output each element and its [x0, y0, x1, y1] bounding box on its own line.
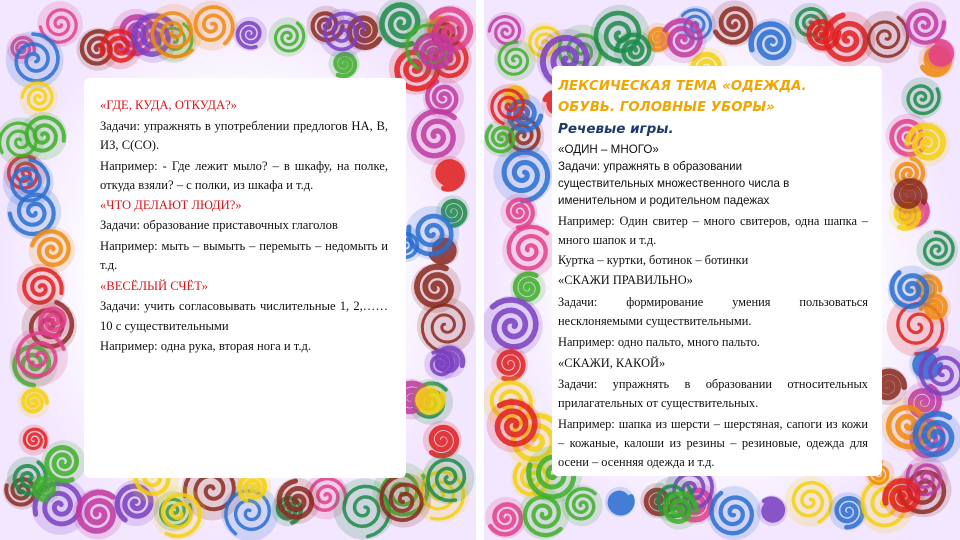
left-page — [0, 0, 476, 540]
lexical-topic-title: ЛЕКСИЧЕСКАЯ ТЕМА «ОДЕЖДА. ОБУВЬ. ГОЛОВНЫЕ УБОРЫ» — [558, 79, 807, 115]
task-people: Задачи: образование приставочных глаголов — [100, 218, 338, 232]
speech-games-subtitle: Речевые игры. — [558, 121, 674, 137]
game-title-say-right: «СКАЖИ ПРАВИЛЬНО» — [558, 273, 693, 287]
example-one-many-2: Куртка – куртки, ботинок – ботинки — [558, 253, 749, 267]
game-title-where: «ГДЕ, КУДА, ОТКУДА?» — [100, 98, 237, 112]
game-title-say-which: «СКАЖИ, КАКОЙ» — [558, 356, 666, 370]
example-count: Например: одна рука, вторая нога и т.д. — [100, 339, 312, 353]
task-say-right: Задачи: формирование умения пользоваться несклоняемыми существительными. — [558, 295, 868, 328]
task-say-which: Задачи: упражнять в образовании относительных прилагательных от существительных. — [558, 377, 868, 410]
example-say-which: Например: шапка из шерсти – шерстяная, сапоги из кожи – кожаные, калоши из резины – резиновые, одежда для осени – осенняя одежда и т.д. — [558, 417, 868, 469]
game-title-count: «ВЕСЁЛЫЙ СЧЁТ» — [100, 278, 208, 293]
example-one-many: Например: Один свитер – много свитеров, одна шапка – много шапок и т.д. — [558, 214, 868, 247]
example-people: Например: мыть – вымыть – перемыть – недомыть и т.д. — [100, 238, 388, 272]
task-where: Задачи: упражнять в употреблении предлогов НА, В, ИЗ, С(СО). — [100, 118, 388, 152]
game-title-people: «ЧТО ДЕЛАЮТ ЛЮДИ?» — [100, 197, 242, 212]
task-one-many: Задачи: упражнять в образовании существительных множественного числа в именительном и родительном падежах — [558, 160, 790, 207]
game-title-one-many: «ОДИН – МНОГО» — [558, 143, 659, 156]
right-page-text — [558, 76, 868, 472]
task-count: Задачи: учить согласовывать числительные 1, 2,……10 с существительными — [100, 299, 388, 333]
left-page-text — [100, 96, 388, 357]
example-say-right: Например: одно пальто, много пальто. — [558, 335, 761, 349]
right-page — [484, 0, 960, 540]
example-where: Например: - Где лежит мыло? – в шкафу, на полке, откуда взяли? – с полки, из шкафа и т.д. — [100, 158, 388, 192]
